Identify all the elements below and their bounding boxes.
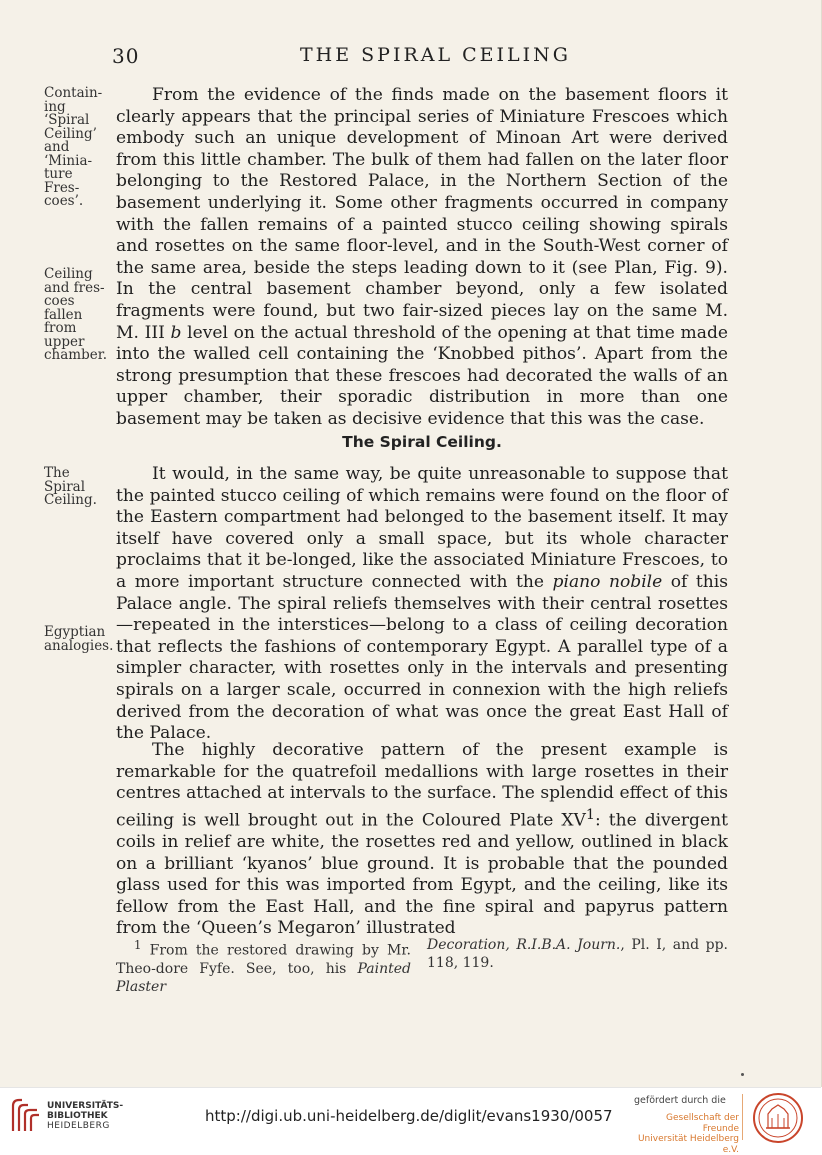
sponsor-name [629, 1113, 739, 1155]
section-heading: The Spiral Ceiling. [342, 433, 502, 451]
library-name [47, 1101, 123, 1131]
margin-note-spiral-ceiling-frescoes: Contain- ing ‘Spiral Ceiling’ and ‘Minia- ture Fres- coes’. [44, 85, 103, 209]
paragraph-text: of this Palace angle. The spiral reliefs themselves with their central rosettes—repeated in the interstices—belong to a class of ceiling decoration that reflects the fashions of contemporary Egypt. A parallel type of a simpler character, with rosettes only in the intervals and presenting spirals on a larger scale, occurred in connexion with the high reliefs derived from the decoration of what was once the great East Hall of the Palace. [116, 571, 728, 744]
footnote-italic: Decoration, R.I.B.A. Journ. [427, 937, 621, 953]
paragraph-text: The highly decorative pattern of the present example is remarkable for the quatrefoil medallions with large rosettes in their centres attached at intervals to the surface. The splendid effect of this ceiling is well brought out in the Coloured Plate XV [116, 740, 728, 831]
paragraph-text: It would, in the same way, be quite unreasonable to suppose that the painted stucco ceiling of which remains were found on the floor of the Eastern compartment had belonged to the basement itself. It may itself have covered only a small space, but its whole character proclaims that it be-longed, like the associated Miniature Frescoes, to a more important structure connected with the [116, 464, 728, 592]
digitization-footer [0, 1087, 821, 1155]
library-name-line: HEIDELBERG [47, 1121, 110, 1131]
sponsor-divider [742, 1094, 743, 1140]
university-seal-icon [752, 1092, 804, 1144]
sponsor-name-line: Gesellschaft der Freunde [666, 1113, 739, 1134]
margin-note-upper-chamber: Ceiling and fres- coes fallen from upper chamber. [44, 266, 107, 363]
footnote-italic: Painted Plaster [116, 960, 411, 995]
body-paragraph [116, 85, 728, 431]
footnote-marker: 1 [134, 938, 142, 952]
sponsor-name-line: Universität Heidelberg e.V. [637, 1134, 739, 1155]
library-name-line: BIBLIOTHEK [47, 1111, 108, 1121]
footnote-right-column [427, 936, 728, 972]
margin-note-the-spiral-ceiling: The Spiral Ceiling. [44, 465, 97, 508]
paragraph-text: From the evidence of the finds made on the basement floors it clearly appears that the principal series of Miniature Frescoes which embody such an unique development of Minoan Art were derived from this little chamber. The bulk of them had fallen on the later floor belonging to the Restored Palace, in the Northern Section of the basement underlying it. Some other fragments occurred in company with the fallen remains of a painted stucco ceiling showing spirals and rosettes on the same floor-level, and in the South-West corner of the same area, beside the steps leading down to it (see Plan, Fig. 9). In the central basement chamber beyond, only a few isolated fragments were found, but two fair-sized pieces lay on the same M. M. III [116, 85, 728, 343]
footnote-text: From the restored drawing by Mr. Theo-dore Fyfe. See, too, his [116, 942, 411, 977]
body-paragraph [116, 740, 728, 940]
footnote-text: , Pl. I, and pp. 118, 119. [427, 937, 728, 971]
footnote-reference: 1 [585, 806, 595, 823]
permalink[interactable]: http://digi.ub.uni-heidelberg.de/diglit/evans1930/0057 [205, 1107, 613, 1125]
italic-text: piano nobile [552, 571, 663, 592]
footnote-left-column [116, 936, 411, 996]
body-paragraph [116, 464, 728, 745]
margin-note-egyptian-analogies: Egyptian analogies. [44, 624, 114, 654]
scan-speck [741, 1073, 744, 1076]
paragraph-text: : the divergent coils in relief are white, the rosettes red and yellow, outlined in black on a brilliant ‘kyanos’ blue ground. It is probable that the pounded glass used for this was imported from Egypt, and the ceiling, like its fellow from the East Hall, and the fine spiral and papyrus pattern from the ‘Queen’s Megaron’ illustrated [116, 810, 728, 939]
italic-text: b [170, 322, 182, 343]
running-title: THE SPIRAL CEILING [300, 44, 571, 66]
sponsor-label: gefördert durch die [634, 1095, 726, 1106]
paragraph-text: level on the actual threshold of the opening at that time made into the walled cell containing the ‘Knobbed pithos’. Apart from the strong presumption that these frescoes had decorated the walls of an upper chamber, their sporadic distribution in more than one basement may be taken as decisive evidence that this was the case. [116, 322, 729, 429]
library-name-line: UNIVERSITÄTS- [47, 1101, 124, 1111]
library-logo-icon [8, 1096, 42, 1134]
page-number: 30 [112, 44, 140, 68]
